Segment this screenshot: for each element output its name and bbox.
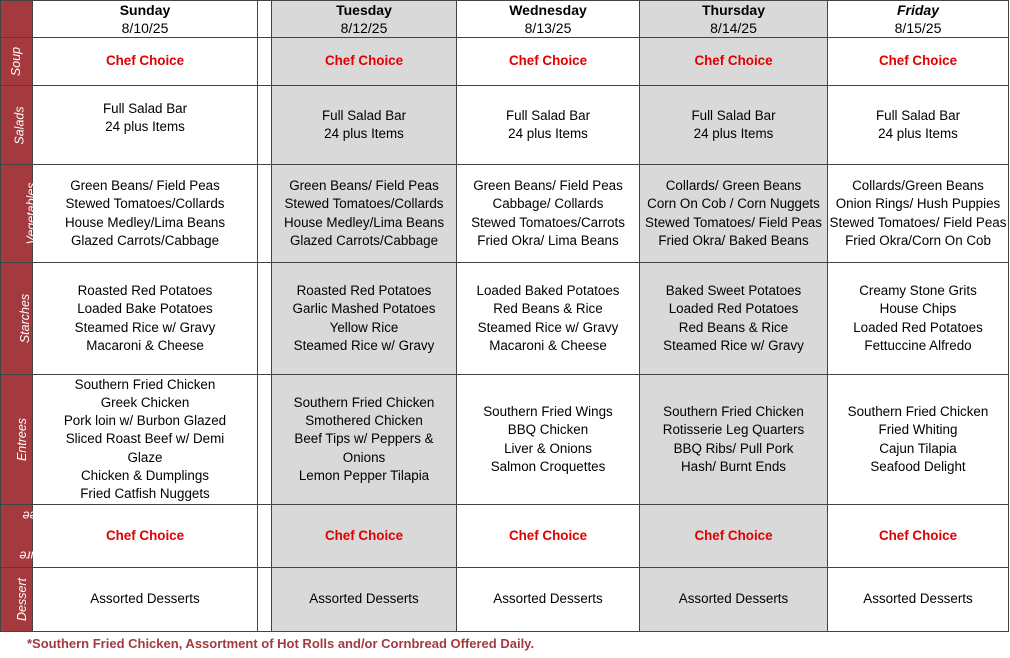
entrees-cell: Southern Fried Chicken Rotisserie Leg Quarters BBQ Ribs/ Pull Pork Hash/ Burnt Ends bbox=[640, 375, 828, 505]
vegetables-cell: Green Beans/ Field Peas Stewed Tomatoes/Collards House Medley/Lima Beans Glazed Carrots/Cabbage bbox=[33, 165, 258, 263]
soup-cell: Chef Choice bbox=[33, 38, 258, 86]
dessert-cell: Assorted Desserts bbox=[640, 568, 828, 632]
spacer-cell bbox=[258, 375, 272, 505]
corner-cell bbox=[1, 1, 33, 38]
spacer-cell bbox=[258, 568, 272, 632]
starches-cell: Baked Sweet Potatoes Loaded Red Potatoes Red Beans & Rice Steamed Rice w/ Gravy bbox=[640, 263, 828, 375]
spacer-cell bbox=[258, 505, 272, 568]
dessert-cell: Assorted Desserts bbox=[33, 568, 258, 632]
starches-cell: Roasted Red Potatoes Garlic Mashed Potatoes Yellow Rice Steamed Rice w/ Gravy bbox=[272, 263, 457, 375]
row-entrees bbox=[1, 375, 1009, 505]
row-feature-entree bbox=[1, 505, 1009, 568]
day-header-friday: Friday 8/15/25 bbox=[828, 1, 1009, 38]
footer-note: *Southern Fried Chicken, Assortment of Hot Rolls and/or Cornbread Offered Daily. bbox=[27, 636, 535, 651]
row-soup bbox=[1, 38, 1009, 86]
row-label-soup: Soup bbox=[1, 38, 33, 86]
entrees-cell: Southern Fried Chicken Fried Whiting Cajun Tilapia Seafood Delight bbox=[828, 375, 1009, 505]
day-header-sunday: Sunday 8/10/25 bbox=[33, 1, 258, 38]
row-dessert bbox=[1, 568, 1009, 632]
row-label-feature-entree: FeatureEntree bbox=[1, 505, 33, 568]
day-header-wednesday: Wednesday 8/13/25 bbox=[457, 1, 640, 38]
row-salads bbox=[1, 86, 1009, 165]
row-label-dessert: Dessert bbox=[1, 568, 33, 632]
header-row bbox=[1, 1, 1009, 38]
feature-entree-cell: Chef Choice bbox=[272, 505, 457, 568]
day-header-tuesday: Tuesday 8/12/25 bbox=[272, 1, 457, 38]
row-label-starches: Starches bbox=[1, 263, 33, 375]
entrees-cell: Southern Fried Wings BBQ Chicken Liver & Onions Salmon Croquettes bbox=[457, 375, 640, 505]
starches-cell: Creamy Stone Grits House Chips Loaded Red Potatoes Fettuccine Alfredo bbox=[828, 263, 1009, 375]
spacer-cell bbox=[258, 38, 272, 86]
spacer-cell bbox=[258, 1, 272, 38]
salads-cell: Full Salad Bar 24 plus Items bbox=[457, 86, 640, 165]
dessert-cell: Assorted Desserts bbox=[272, 568, 457, 632]
feature-entree-cell: Chef Choice bbox=[457, 505, 640, 568]
spacer-cell bbox=[258, 165, 272, 263]
soup-cell: Chef Choice bbox=[457, 38, 640, 86]
salads-cell: Full Salad Bar 24 plus Items bbox=[828, 86, 1009, 165]
entrees-cell: Southern Fried Chicken Greek Chicken Pork loin w/ Burbon Glazed Sliced Roast Beef w/ Demi Glaze Chicken & Dumplings Fried Catfish Nuggets bbox=[33, 375, 258, 505]
starches-cell: Loaded Baked Potatoes Red Beans & Rice Steamed Rice w/ Gravy Macaroni & Cheese bbox=[457, 263, 640, 375]
vegetables-cell: Collards/ Green Beans Corn On Cob / Corn Nuggets Stewed Tomatoes/ Field Peas Fried Okra/ Baked Beans bbox=[640, 165, 828, 263]
spacer-cell bbox=[258, 263, 272, 375]
salads-cell: Full Salad Bar 24 plus Items bbox=[640, 86, 828, 165]
row-label-vegetables: Vegetables bbox=[1, 165, 33, 263]
dessert-cell: Assorted Desserts bbox=[828, 568, 1009, 632]
soup-cell: Chef Choice bbox=[640, 38, 828, 86]
salads-cell: Full Salad Bar 24 plus Items bbox=[272, 86, 457, 165]
soup-cell: Chef Choice bbox=[272, 38, 457, 86]
feature-entree-cell: Chef Choice bbox=[828, 505, 1009, 568]
feature-entree-cell: Chef Choice bbox=[640, 505, 828, 568]
vegetables-cell: Green Beans/ Field Peas Cabbage/ Collards Stewed Tomatoes/Carrots Fried Okra/ Lima Beans bbox=[457, 165, 640, 263]
day-header-thursday: Thursday 8/14/25 bbox=[640, 1, 828, 38]
feature-entree-cell: Chef Choice bbox=[33, 505, 258, 568]
spacer-cell bbox=[258, 86, 272, 165]
row-starches bbox=[1, 263, 1009, 375]
soup-cell: Chef Choice bbox=[828, 38, 1009, 86]
vegetables-cell: Collards/Green Beans Onion Rings/ Hush Puppies Stewed Tomatoes/ Field Peas Fried Okra/Corn On Cob bbox=[828, 165, 1009, 263]
dessert-cell: Assorted Desserts bbox=[457, 568, 640, 632]
salads-cell: Full Salad Bar 24 plus Items bbox=[33, 86, 258, 165]
entrees-cell: Southern Fried Chicken Smothered Chicken Beef Tips w/ Peppers & Onions Lemon Pepper Tilapia bbox=[272, 375, 457, 505]
row-vegetables bbox=[1, 165, 1009, 263]
starches-cell: Roasted Red Potatoes Loaded Bake Potatoes Steamed Rice w/ Gravy Macaroni & Cheese bbox=[33, 263, 258, 375]
row-label-salads: Salads bbox=[1, 86, 33, 165]
vegetables-cell: Green Beans/ Field Peas Stewed Tomatoes/Collards House Medley/Lima Beans Glazed Carrots/Cabbage bbox=[272, 165, 457, 263]
row-label-entrees: Entrees bbox=[1, 375, 33, 505]
